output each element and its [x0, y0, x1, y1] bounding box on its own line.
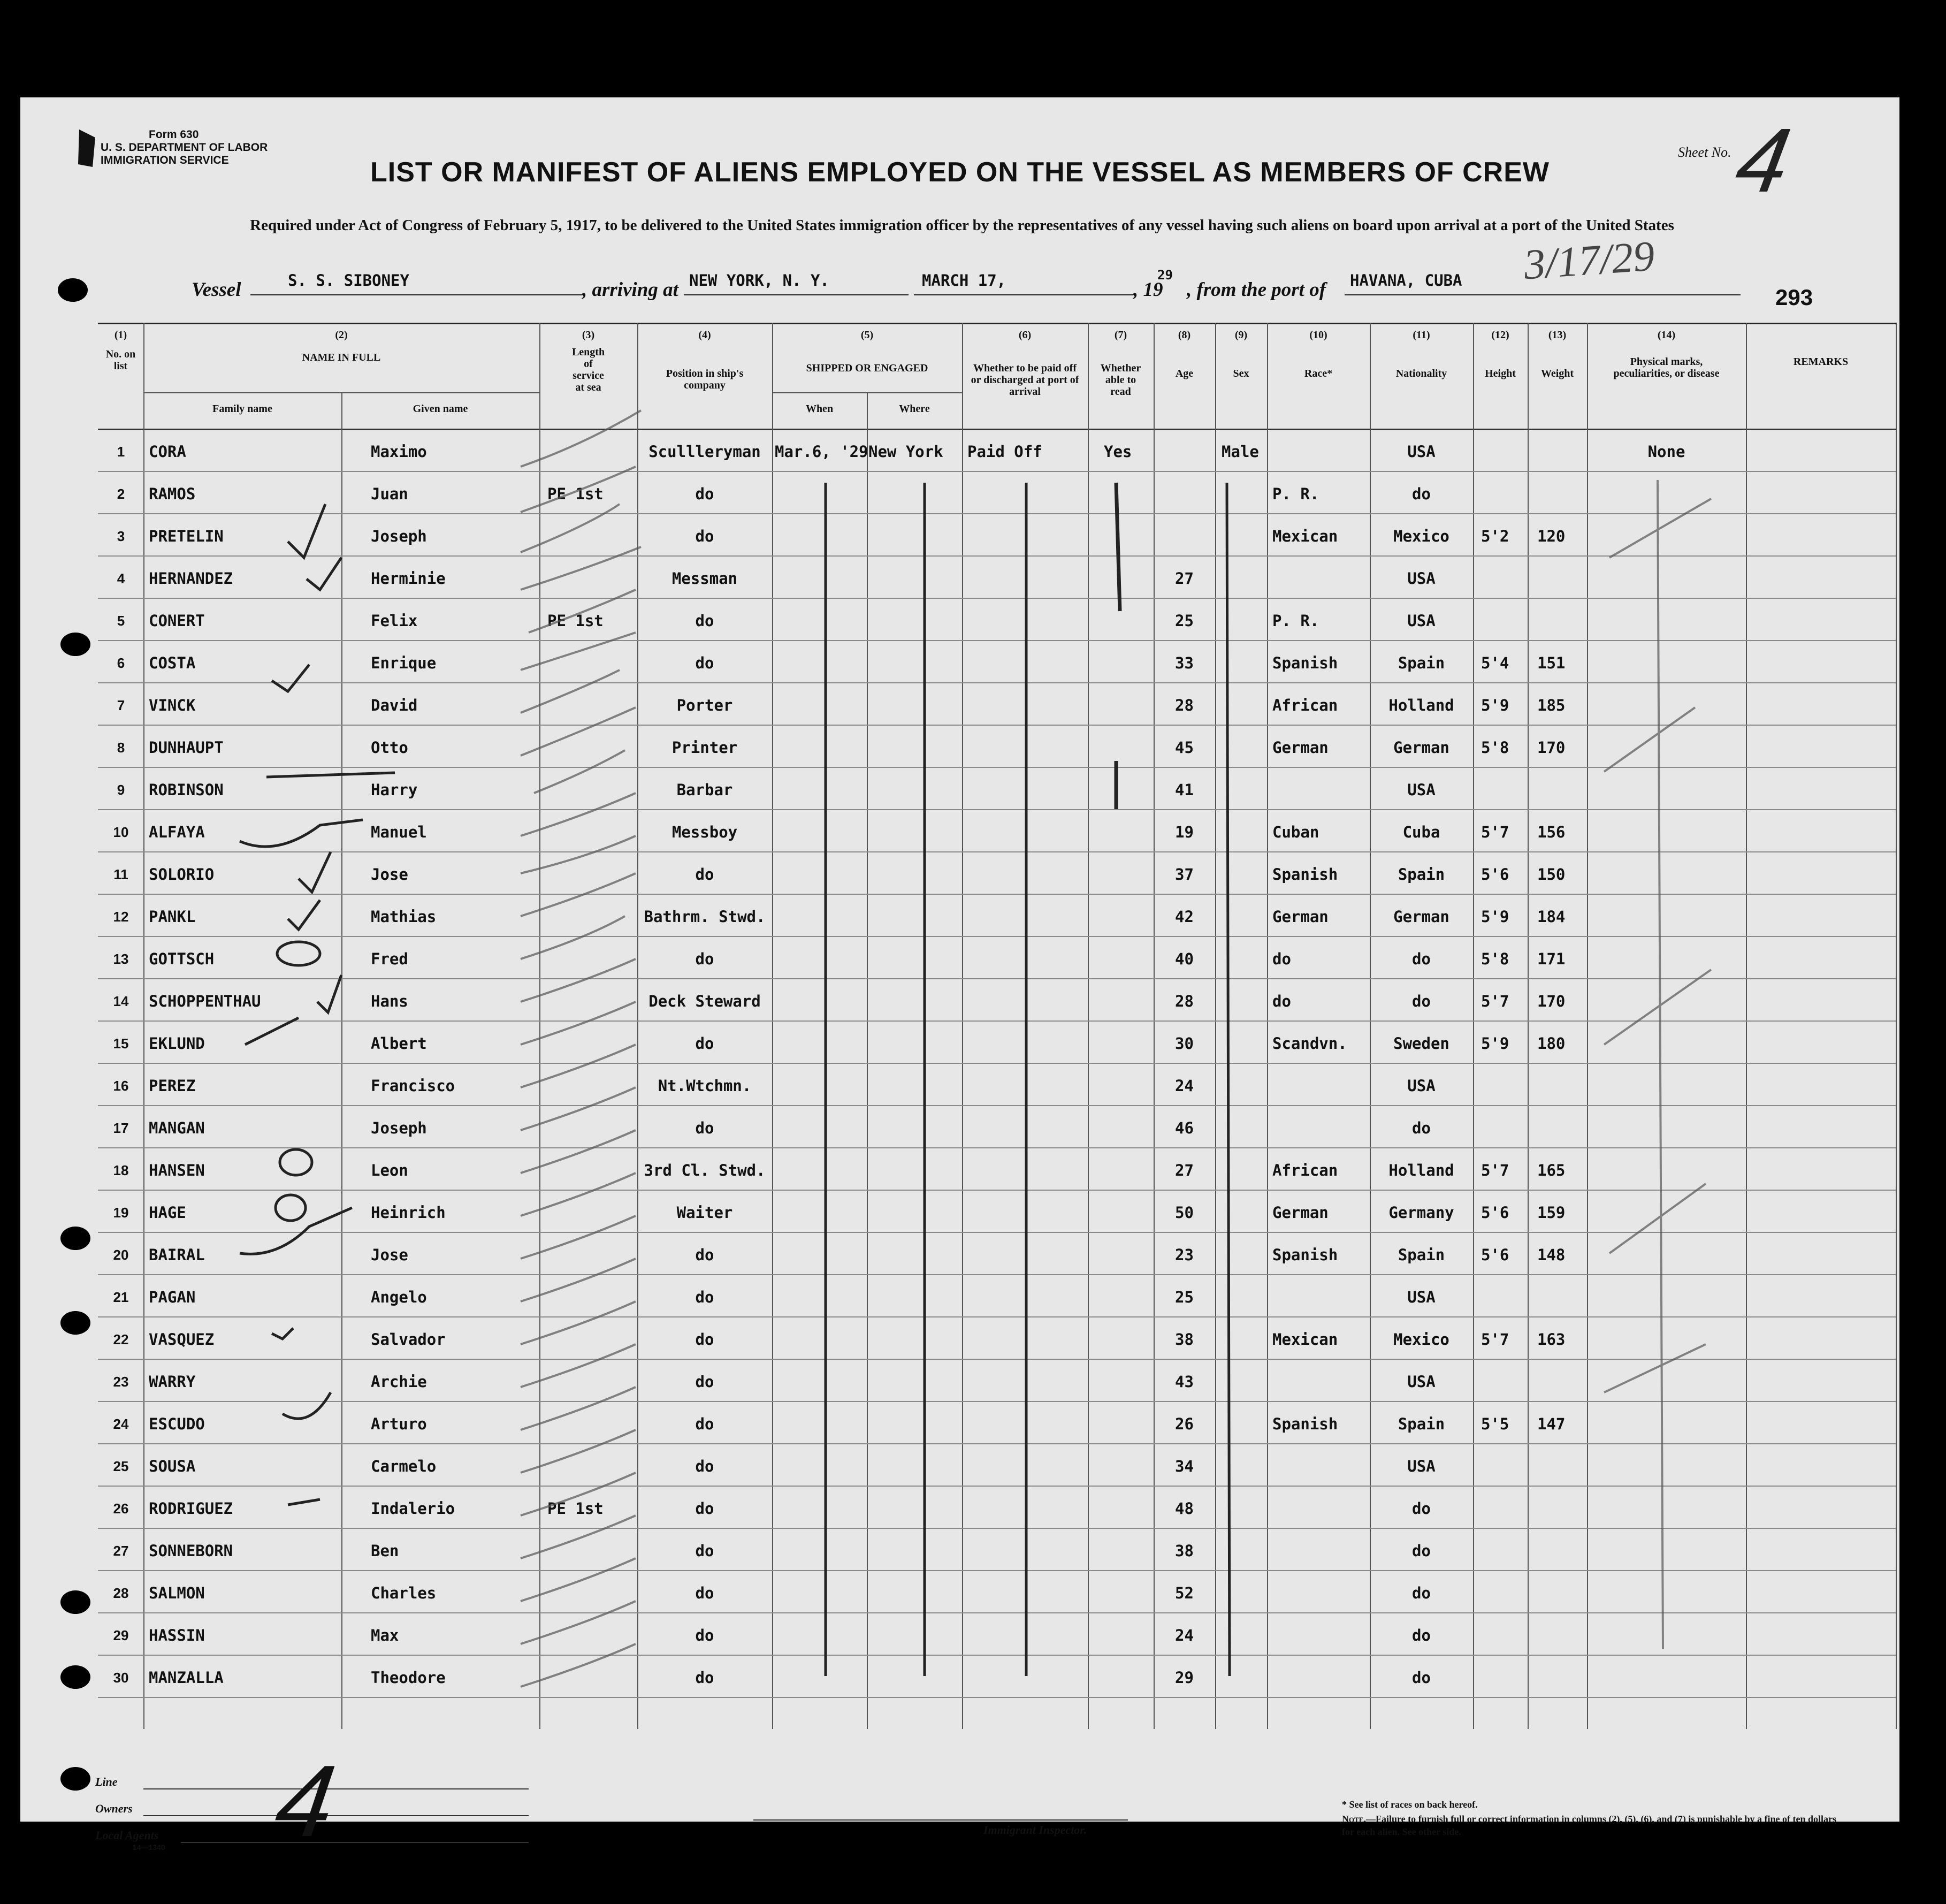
cell-position: do — [695, 654, 714, 672]
cell-position: 3rd Cl. Stwd. — [644, 1161, 766, 1179]
cell-race: Spanish — [1272, 1415, 1338, 1433]
cell-position: Nt.Wtchmn. — [658, 1077, 752, 1095]
cell-height: 5'8 — [1481, 950, 1509, 968]
row-number: 9 — [117, 782, 125, 798]
cell-given: Hans — [371, 992, 408, 1010]
races-note: * See list of races on back hereof. — [1342, 1799, 1478, 1810]
cell-given: Archie — [371, 1373, 427, 1391]
arriving-value: NEW YORK, N. Y. — [689, 271, 829, 290]
cell-age: 25 — [1175, 1288, 1194, 1306]
cell-service: PE 1st — [547, 485, 604, 503]
cell-weight: 148 — [1537, 1246, 1566, 1264]
cell-height: 5'7 — [1481, 1161, 1509, 1179]
cell-age: 33 — [1175, 654, 1194, 672]
cell-sex: Male — [1222, 443, 1259, 461]
cell-height: 5'6 — [1481, 1204, 1509, 1222]
col1-header: (1) No. on list — [105, 329, 136, 372]
from-port-label: , from the port of — [1187, 279, 1326, 301]
cell-nationality: Spain — [1398, 865, 1445, 884]
cell-weight: 120 — [1537, 527, 1566, 545]
cell-weight: 165 — [1537, 1161, 1566, 1179]
cell-given: Salvador — [371, 1330, 446, 1349]
vessel-label: Vessel — [192, 279, 241, 301]
row-number: 8 — [117, 740, 125, 756]
cell-position: do — [695, 1330, 714, 1349]
cell-nationality: do — [1412, 1542, 1431, 1560]
cell-height: 5'7 — [1481, 1330, 1509, 1349]
cell-nationality: USA — [1407, 1077, 1436, 1095]
from-port-value: HAVANA, CUBA — [1350, 271, 1462, 290]
row-number: 10 — [113, 824, 129, 840]
year-value: 29 — [1157, 268, 1173, 283]
cell-given: Manuel — [371, 823, 427, 841]
year-prefix: , 19 — [1133, 279, 1163, 301]
cell-age: 45 — [1175, 738, 1194, 757]
cell-nationality: Spain — [1398, 654, 1445, 672]
cell-age: 24 — [1175, 1077, 1194, 1095]
cell-age: 38 — [1175, 1330, 1194, 1349]
cell-age: 27 — [1175, 569, 1194, 588]
cell-family: HAGE — [149, 1204, 186, 1222]
row-number: 4 — [117, 570, 125, 587]
col3-header: (3) Length of service at sea — [571, 329, 605, 393]
cell-family: PAGAN — [149, 1288, 196, 1306]
cell-family: VASQUEZ — [149, 1330, 215, 1349]
cell-race: Spanish — [1272, 654, 1338, 672]
row-number: 22 — [113, 1331, 129, 1347]
manifest-sheet — [20, 97, 1899, 1858]
cell-position: Barbar — [676, 781, 733, 799]
cell-family: SOLORIO — [149, 865, 215, 884]
cell-position: Porter — [676, 696, 733, 714]
cell-given: Enrique — [371, 654, 437, 672]
cell-given: Angelo — [371, 1288, 427, 1306]
cell-given: Jose — [371, 1246, 408, 1264]
cell-nationality: Holland — [1388, 696, 1454, 714]
cell-nationality: Spain — [1398, 1246, 1445, 1264]
cell-nationality: Mexico — [1393, 527, 1449, 545]
cell-weight: 151 — [1537, 654, 1566, 672]
cell-nationality: Sweden — [1393, 1034, 1449, 1053]
cell-weight: 163 — [1537, 1330, 1566, 1349]
cell-height: 5'7 — [1481, 823, 1509, 841]
cell-age: 42 — [1175, 908, 1194, 926]
handwritten-annotations — [20, 97, 1899, 1822]
cell-position: do — [695, 485, 714, 503]
cell-family: MANZALLA — [149, 1669, 224, 1687]
cell-age: 40 — [1175, 950, 1194, 968]
cell-age: 46 — [1175, 1119, 1194, 1137]
cell-family: VINCK — [149, 696, 196, 714]
cell-service: PE 1st — [547, 612, 604, 630]
cell-nationality: USA — [1407, 569, 1436, 588]
handwritten-count: 4 — [269, 1745, 342, 1858]
shipped-where-header: Where — [899, 403, 930, 415]
cell-nationality: do — [1412, 1119, 1431, 1137]
cell-given: Max — [371, 1626, 399, 1644]
col6-header: (6) Whether to be paid off or discharged at port of arrival — [971, 329, 1079, 398]
page-subtitle: Required under Act of Congress of February 5, 1917, to be delivered to the United States immigration officer by the representatives of any vessel having such aliens on board upon arrival at a port of the United States — [250, 217, 1674, 234]
cell-family: SOUSA — [149, 1457, 196, 1475]
cell-age: 28 — [1175, 696, 1194, 714]
cell-family: PEREZ — [149, 1077, 196, 1095]
cell-height: 5'9 — [1481, 1034, 1509, 1053]
cell-weight: 184 — [1537, 908, 1566, 926]
cell-given: Ben — [371, 1542, 399, 1560]
col5-header: (5) SHIPPED OR ENGAGED — [806, 329, 928, 374]
cell-marks: None — [1647, 443, 1685, 461]
form-code: 14—1340 — [133, 1843, 165, 1852]
cell-position: do — [695, 527, 714, 545]
col11-header: (11) Nationality — [1395, 329, 1447, 379]
cell-family: MANGAN — [149, 1119, 205, 1137]
row-number: 7 — [117, 697, 125, 713]
cell-nationality: do — [1412, 1499, 1431, 1518]
col7-header: (7) Whether able to read — [1100, 329, 1141, 398]
cell-race: do — [1272, 992, 1291, 1010]
handwritten-date: 3/17/29 — [1522, 232, 1657, 289]
cell-given: Joseph — [371, 1119, 427, 1137]
cell-family: DUNHAUPT — [149, 738, 224, 757]
cell-race: Cuban — [1272, 823, 1319, 841]
cell-paid: Paid Off — [967, 443, 1042, 461]
cell-position: do — [695, 1034, 714, 1053]
fine-note: Note.—Failure to furnish full or correct information in columns (2), (5), (6), and (7) is punishable by a fine of ten dollars for each alien. See other side. — [1342, 1814, 1836, 1837]
cell-given: Felix — [371, 612, 418, 630]
cell-given: Joseph — [371, 527, 427, 545]
cell-where: New York — [868, 443, 943, 461]
cell-read: Yes — [1104, 443, 1132, 461]
cell-family: HANSEN — [149, 1161, 205, 1179]
cell-family: BAIRAL — [149, 1246, 205, 1264]
cell-position: do — [695, 1288, 714, 1306]
cell-weight: 147 — [1537, 1415, 1566, 1433]
vessel-value: S. S. SIBONEY — [288, 271, 409, 290]
row-number: 16 — [113, 1078, 129, 1094]
row-number: 3 — [117, 528, 125, 544]
form-identifier: Form 630 U. S. DEPARTMENT OF LABOR IMMIGRATION SERVICE — [101, 128, 268, 166]
cell-nationality: do — [1412, 1669, 1431, 1687]
cell-position: do — [695, 1584, 714, 1602]
cell-position: Deck Steward — [648, 992, 761, 1010]
row-number: 18 — [113, 1162, 129, 1178]
sheet-number-label: Sheet No. — [1678, 144, 1731, 160]
cell-height: 5'8 — [1481, 738, 1509, 757]
cell-race: Spanish — [1272, 865, 1338, 884]
row-number: 11 — [113, 866, 128, 882]
cell-position: do — [695, 1542, 714, 1560]
inspector-label: Immigrant Inspector. — [983, 1823, 1087, 1837]
cell-height: 5'2 — [1481, 527, 1509, 545]
row-number: 17 — [113, 1120, 129, 1136]
cell-position: do — [695, 1626, 714, 1644]
col13-header: (13) Weight — [1540, 329, 1574, 379]
given-name-header: Given name — [413, 403, 468, 415]
cell-family: ALFAYA — [149, 823, 205, 841]
cell-age: 34 — [1175, 1457, 1194, 1475]
cell-race: Mexican — [1272, 527, 1338, 545]
cell-race: Mexican — [1272, 1330, 1338, 1349]
row-number: 2 — [117, 486, 125, 502]
cell-family: SONNEBORN — [149, 1542, 233, 1560]
cell-nationality: USA — [1407, 781, 1436, 799]
cell-given: Leon — [371, 1161, 408, 1179]
cell-nationality: German — [1393, 738, 1449, 757]
cell-weight: 170 — [1537, 992, 1566, 1010]
owners-label: Owners — [95, 1802, 133, 1815]
cell-height: 5'4 — [1481, 654, 1509, 672]
cell-position: Scullleryman — [648, 443, 761, 461]
cell-family: GOTTSCH — [149, 950, 215, 968]
row-number: 6 — [117, 655, 125, 671]
cell-given: Otto — [371, 738, 408, 757]
cell-nationality: USA — [1407, 1457, 1436, 1475]
cell-position: do — [695, 1499, 714, 1518]
cell-age: 24 — [1175, 1626, 1194, 1644]
cell-nationality: German — [1393, 908, 1449, 926]
row-number: 25 — [113, 1458, 129, 1474]
cell-given: Charles — [371, 1584, 437, 1602]
page-title: LIST OR MANIFEST OF ALIENS EMPLOYED ON THE VESSEL AS MEMBERS OF CREW — [370, 157, 1550, 188]
row-number: 24 — [113, 1416, 129, 1432]
cell-family: SCHOPPENTHAU — [149, 992, 261, 1010]
cell-age: 29 — [1175, 1669, 1194, 1687]
cell-position: Messman — [671, 569, 738, 588]
cell-position: do — [695, 865, 714, 884]
cell-age: 27 — [1175, 1161, 1194, 1179]
owners-underline — [143, 1815, 529, 1816]
cell-race: German — [1272, 908, 1329, 926]
cell-age: 25 — [1175, 612, 1194, 630]
row-number: 27 — [113, 1543, 129, 1559]
cell-age: 23 — [1175, 1246, 1194, 1264]
cell-race: do — [1272, 950, 1291, 968]
cell-weight: 171 — [1537, 950, 1566, 968]
cell-age: 19 — [1175, 823, 1194, 841]
cell-position: do — [695, 1246, 714, 1264]
cell-family: CONERT — [149, 612, 205, 630]
cell-height: 5'9 — [1481, 696, 1509, 714]
cell-weight: 156 — [1537, 823, 1566, 841]
cell-given: Maximo — [371, 443, 427, 461]
row-number: 29 — [113, 1627, 129, 1643]
cell-age: 41 — [1175, 781, 1194, 799]
cell-family: PRETELIN — [149, 527, 224, 545]
cell-height: 5'6 — [1481, 1246, 1509, 1264]
row-number: 28 — [113, 1585, 129, 1601]
cell-race: African — [1272, 1161, 1338, 1179]
cell-given: Heinrich — [371, 1204, 446, 1222]
cell-weight: 159 — [1537, 1204, 1566, 1222]
cell-given: Indalerio — [371, 1499, 455, 1518]
cell-age: 30 — [1175, 1034, 1194, 1053]
cell-weight: 150 — [1537, 865, 1566, 884]
cell-height: 5'9 — [1481, 908, 1509, 926]
cell-height: 5'5 — [1481, 1415, 1509, 1433]
col4-header: (4) Position in ship's company — [666, 329, 744, 391]
cell-service: PE 1st — [547, 1499, 604, 1518]
cell-family: RAMOS — [149, 485, 196, 503]
cell-given: Arturo — [371, 1415, 427, 1433]
cell-age: 43 — [1175, 1373, 1194, 1391]
cell-position: Messboy — [671, 823, 738, 841]
cell-age: 38 — [1175, 1542, 1194, 1560]
col12-header: (12) Height — [1485, 329, 1516, 379]
cell-weight: 170 — [1537, 738, 1566, 757]
cell-nationality: do — [1412, 950, 1431, 968]
cell-family: CORA — [149, 443, 186, 461]
cell-weight: 185 — [1537, 696, 1566, 714]
cell-given: Carmelo — [371, 1457, 437, 1475]
cell-nationality: do — [1412, 485, 1431, 503]
cell-family: HASSIN — [149, 1626, 205, 1644]
cell-family: ESCUDO — [149, 1415, 205, 1433]
cell-position: do — [695, 1373, 714, 1391]
cell-race: Spanish — [1272, 1246, 1338, 1264]
pencil-check-marks — [521, 410, 1711, 1687]
cell-given: Theodore — [371, 1669, 446, 1687]
cell-nationality: USA — [1407, 1373, 1436, 1391]
arriving-label: , arriving at — [582, 279, 678, 301]
cell-position: Printer — [671, 738, 738, 757]
row-number: 21 — [113, 1289, 129, 1305]
cell-given: Harry — [371, 781, 418, 799]
cell-nationality: do — [1412, 1584, 1431, 1602]
cell-family: COSTA — [149, 654, 196, 672]
cell-family: HERNANDEZ — [149, 569, 233, 588]
col9-header: (9) Sex — [1233, 329, 1249, 379]
cell-position: do — [695, 950, 714, 968]
page-number: 293 — [1775, 285, 1813, 310]
col14-header: (14) Physical marks, peculiarities, or disease — [1613, 329, 1720, 379]
col8-header: (8) Age — [1175, 329, 1194, 379]
cell-nationality: do — [1412, 1626, 1431, 1644]
cell-family: EKLUND — [149, 1034, 205, 1053]
pen-check-marks — [240, 483, 1230, 1676]
row-number: 20 — [113, 1247, 129, 1263]
cell-age: 48 — [1175, 1499, 1194, 1518]
cell-height: 5'7 — [1481, 992, 1509, 1010]
row-number: 15 — [113, 1035, 129, 1052]
cell-given: Fred — [371, 950, 408, 968]
cell-given: Herminie — [371, 569, 446, 588]
cell-nationality: Cuba — [1402, 823, 1440, 841]
cell-nationality: Holland — [1388, 1161, 1454, 1179]
cell-position: do — [695, 612, 714, 630]
cell-given: Albert — [371, 1034, 427, 1053]
cell-race: Scandvn. — [1272, 1034, 1347, 1053]
line-underline — [143, 1788, 529, 1789]
cell-height: 5'6 — [1481, 865, 1509, 884]
row-number: 14 — [113, 993, 129, 1009]
cell-position: do — [695, 1457, 714, 1475]
cell-age: 26 — [1175, 1415, 1194, 1433]
row-number: 23 — [113, 1374, 129, 1390]
local-agents-label: Local Agents — [95, 1829, 159, 1842]
cell-race: German — [1272, 1204, 1329, 1222]
cell-age: 37 — [1175, 865, 1194, 884]
agents-underline — [181, 1842, 529, 1843]
cell-weight: 180 — [1537, 1034, 1566, 1053]
cell-given: Jose — [371, 865, 408, 884]
cell-given: Juan — [371, 485, 408, 503]
cell-race: P. R. — [1272, 485, 1319, 503]
cell-nationality: USA — [1407, 1288, 1436, 1306]
cell-position: Waiter — [676, 1204, 733, 1222]
cell-nationality: Mexico — [1393, 1330, 1449, 1349]
cell-age: 28 — [1175, 992, 1194, 1010]
cell-given: David — [371, 696, 418, 714]
cell-nationality: USA — [1407, 443, 1436, 461]
cell-age: 52 — [1175, 1584, 1194, 1602]
row-number: 5 — [117, 613, 125, 629]
shipped-when-header: When — [805, 403, 834, 415]
row-number: 12 — [113, 909, 129, 925]
row-number: 1 — [117, 444, 125, 460]
inspector-signature-line — [753, 1819, 1128, 1821]
date-value: MARCH 17, — [922, 271, 1006, 290]
cell-given: Mathias — [371, 908, 437, 926]
cell-family: SALMON — [149, 1584, 205, 1602]
cell-position: do — [695, 1119, 714, 1137]
line-label: Line — [95, 1775, 118, 1788]
cell-family: WARRY — [149, 1373, 196, 1391]
cell-nationality: do — [1412, 992, 1431, 1010]
cell-race: African — [1272, 696, 1338, 714]
row-number: 19 — [113, 1205, 129, 1221]
cell-nationality: Spain — [1398, 1415, 1445, 1433]
cell-position: do — [695, 1669, 714, 1687]
cell-family: ROBINSON — [149, 781, 224, 799]
cell-age: 50 — [1175, 1204, 1194, 1222]
sheet-number-value: 4 — [1729, 110, 1798, 211]
col2-header: (2) NAME IN FULL — [302, 329, 381, 363]
cell-family: PANKL — [149, 908, 196, 926]
cell-position: do — [695, 1415, 714, 1433]
remarks-header: REMARKS — [1793, 356, 1849, 368]
cell-nationality: USA — [1407, 612, 1436, 630]
cell-race: German — [1272, 738, 1329, 757]
family-name-header: Family name — [212, 403, 272, 415]
row-number: 30 — [113, 1670, 129, 1686]
row-number: 26 — [113, 1501, 129, 1517]
cell-nationality: Germany — [1388, 1204, 1454, 1222]
col10-header: (10) Race* — [1304, 329, 1333, 379]
cell-race: P. R. — [1272, 612, 1319, 630]
cell-position: Bathrm. Stwd. — [644, 908, 766, 926]
cell-family: RODRIGUEZ — [149, 1499, 233, 1518]
row-number: 13 — [113, 951, 129, 967]
cell-given: Francisco — [371, 1077, 455, 1095]
cell-when: Mar.6, '29 — [775, 443, 868, 461]
